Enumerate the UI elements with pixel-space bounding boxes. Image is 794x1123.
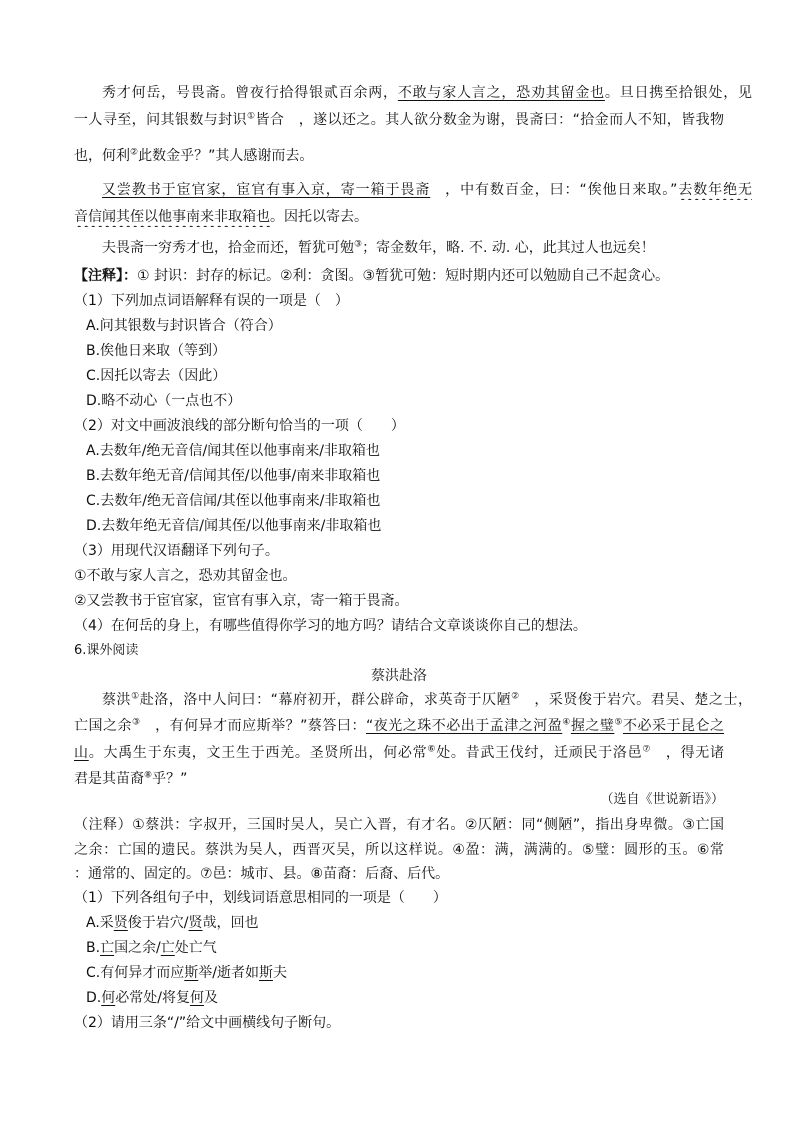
text-span: ，采贤俊于岩穴。君吴、楚之士， <box>519 692 752 708</box>
notes-text: ① 封识：封存的标记。②利：贪图。③暂犹可勉：短时期内还可以勉励自己不起贪心。 <box>137 268 670 284</box>
text-span: ，中有数百金，曰：“俟他日来取。” <box>430 182 678 198</box>
wavy-underlined-text: 去数年绝无 <box>677 182 752 198</box>
passage1-line-5 <box>74 207 724 227</box>
note-marker: ③ <box>132 717 141 728</box>
underlined-word: 斯 <box>184 965 199 981</box>
section-heading: 6.课外阅读 <box>74 643 139 658</box>
text-span: C.有何异才而应 <box>86 965 185 981</box>
question-3-item-2: ②又尝教书于宦官家，宦官有事入京，寄一箱于畏斋。 <box>74 593 409 609</box>
underlined-sentence: 不敢与家人言之，恐劝其留金也 <box>397 85 605 101</box>
question-6-1-option-a <box>86 913 736 933</box>
question-2-option-d: D.去数年绝无音信/闻其侄/以他事南来/非取箱也 <box>86 518 382 534</box>
passage1-line-4 <box>102 180 752 200</box>
text-span: 处。昔武王伐纣，迁顽民于洛邑 <box>436 745 643 761</box>
note-marker: ⑤ <box>614 717 623 728</box>
text-span: 夫畏斋一穷秀才也，拾金而还，暂犹可勉 <box>102 240 354 256</box>
text-span: 此数金乎？”其人感谢而去。 <box>138 148 314 164</box>
question-6-1-option-b <box>86 938 736 958</box>
question-2-option-c: C.去数年/绝无音信闻/其侄以他事南来/非取箱也 <box>86 493 381 509</box>
text-span: 国之余/ <box>114 940 161 956</box>
text-span: 。旦日携至拾银处，见 <box>604 85 752 101</box>
text-span: 一人寻至，问其银数与封识 <box>74 112 247 128</box>
text-span: 君是其苗裔 <box>74 771 144 787</box>
note-marker: ① <box>131 691 140 702</box>
question-6-1-option-c <box>86 963 736 983</box>
question-6-1-stem: （1）下列各组句子中，划线词语意思相同的一项是（ ） <box>74 890 447 906</box>
text-span: 及 <box>203 990 218 1006</box>
underlined-word: 贤 <box>113 915 128 931</box>
text-span: ；寄金数年，略. 不. 动. 心，此其过人也远矣！ <box>362 240 655 256</box>
note-marker: ⑧ <box>144 770 153 781</box>
question-2-stem: （2）对文中画波浪线的部分断句恰当的一项（ ） <box>74 418 405 434</box>
notes2-line-1: （注释）①蔡洪：字叔开，三国时吴人，吴亡入晋，有才名。②仄陋：同“侧陋”，指出身卑微。③亡国 <box>74 817 724 833</box>
passage-title: 蔡洪赴洛 <box>371 668 427 684</box>
question-2-option-a: A.去数年/绝无音信/闻其侄以他事南来/非取箱也 <box>86 443 380 459</box>
notes2-line-2: 之余：亡国的遗民。蔡洪为吴人，西晋灭吴，所以这样说。④盈：满，满满的。⑤璧：圆形的玉。⑥常 <box>74 842 724 858</box>
underlined-sentence: “夜光之珠不必出于孟津之河盈 <box>365 718 563 734</box>
text-span: A.采 <box>86 915 114 931</box>
text-span: 举/逝者如 <box>198 965 259 981</box>
passage1-line-1 <box>102 83 752 103</box>
passage1-line-3 <box>74 146 724 166</box>
text-span: 乎？” <box>152 771 188 787</box>
underlined-sentence: 又尝教书于宦官家，宦官有事入京，寄一箱于畏斋 <box>102 182 431 198</box>
note-marker: ① <box>246 111 256 122</box>
underlined-sentence: 不必采于昆仑之 <box>622 718 724 734</box>
text-span: 夫 <box>272 965 287 981</box>
text-span: ，有何异才而应斯举？”蔡答曰： <box>140 718 366 734</box>
underlined-word: 斯 <box>258 965 273 981</box>
question-1-option-a: A.问其银数与封识皆合（符合） <box>86 318 282 334</box>
passage2-line-1 <box>102 690 752 710</box>
text-span: B. <box>86 940 101 956</box>
question-3-item-1: ①不敢与家人言之，恐劝其留金也。 <box>74 568 297 584</box>
passage1-line-2 <box>74 110 724 130</box>
question-6-2-stem: （2）请用三条“/”给文中画横线句子断句。 <box>74 1015 341 1031</box>
note-marker: ③ <box>354 239 363 250</box>
text-span: 处亡气 <box>174 940 217 956</box>
text-span: 亡国之余 <box>74 718 133 734</box>
underlined-word: 亡 <box>160 940 175 956</box>
passage2-line-4 <box>74 769 724 789</box>
text-span: 俊于岩穴/ <box>127 915 189 931</box>
text-span: 哉，回也 <box>202 915 259 931</box>
wavy-underlined-text: 音信闻其侄以他事南来非取箱也 <box>74 209 270 225</box>
text-span: 必常处/将复 <box>115 990 190 1006</box>
source-citation: （选自《世说新语》） <box>600 792 724 807</box>
notes2-line-3: ：通常的、固定的。⑦邑：城市、县。⑧苗裔：后裔、后代。 <box>74 866 450 882</box>
underlined-word: 何 <box>101 990 116 1006</box>
note-marker: ② <box>511 691 520 702</box>
question-1-option-b: B.俟他日来取（等到） <box>86 343 227 359</box>
text-span: 。因托以寄去。 <box>270 209 368 225</box>
text-span: 皆合 ，遂以还之。其人欲分数金为谢，畏斋曰：“拾金而人不知，皆我物 <box>255 112 724 128</box>
question-2-option-b: B.去数年绝无音/信闻其侄/以他事/南来非取箱也 <box>86 468 381 484</box>
note-marker: ④ <box>562 717 571 728</box>
note-marker: ⑦ <box>642 744 652 755</box>
question-1-stem: （1）下列加点词语解释有误的一项是（ ） <box>74 293 349 309</box>
text-span: 蔡洪 <box>102 692 132 708</box>
text-span: D. <box>86 990 102 1006</box>
text-span: 也，何利 <box>74 148 130 164</box>
question-4-stem: （4）在何岳的身上，有哪些值得你学习的地方吗？请结合文章谈谈你自己的想法。 <box>74 618 587 634</box>
question-3-stem: （3）用现代汉语翻译下列句子。 <box>74 543 279 559</box>
notes-line <box>74 266 724 286</box>
text-span: 。大禹生于东夷，文王生于西羌。圣贤所出，何必常 <box>88 745 428 761</box>
text-span: 秀才何岳，号畏斋。曾夜行拾得银贰百余两， <box>102 85 398 101</box>
passage2-line-3 <box>74 743 724 763</box>
underlined-sentence: 握之璧 <box>570 718 615 734</box>
note-marker: ⑥ <box>427 744 437 755</box>
text-span: ，得无诸 <box>651 745 724 761</box>
question-1-option-c: C.因托以寄去（因此） <box>86 368 227 384</box>
underlined-word: 贤 <box>188 915 203 931</box>
underlined-word: 亡 <box>100 940 115 956</box>
passage1-line-6 <box>102 238 752 258</box>
text-span: 赴洛，洛中人问曰：“幕府初开，群公辟命，求英奇于仄陋 <box>139 692 512 708</box>
underlined-sentence: 山 <box>74 745 89 761</box>
notes-label: 【注释】： <box>74 268 137 284</box>
question-1-option-d: D.略不动心（一点也不） <box>86 393 242 409</box>
note-marker: ② <box>130 147 139 158</box>
question-6-1-option-d <box>86 988 736 1008</box>
underlined-word: 何 <box>189 990 204 1006</box>
passage2-line-2 <box>74 716 724 736</box>
